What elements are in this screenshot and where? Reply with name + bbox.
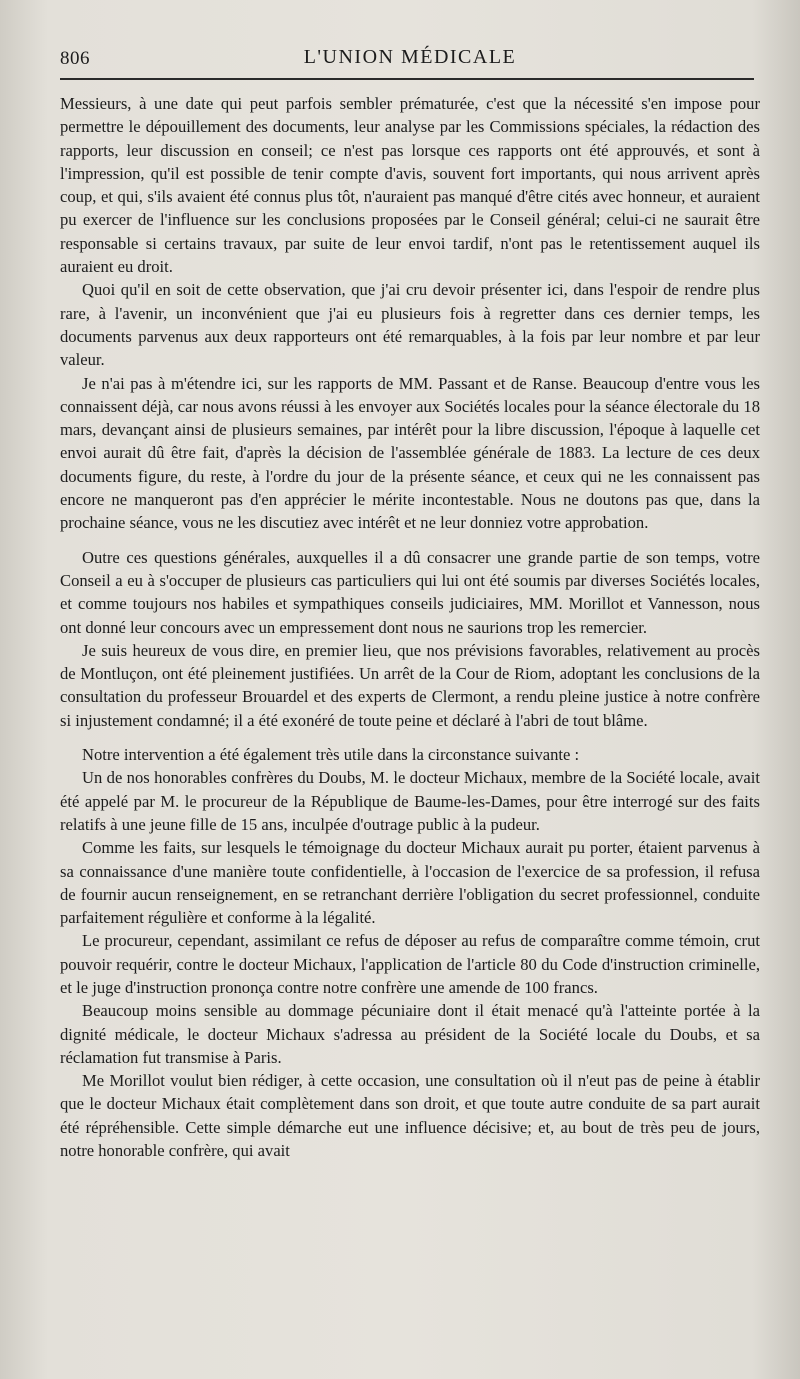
paragraph-2: Quoi qu'il en soit de cette observation, que j'ai cru devoir présenter ici, dans l'espoir de rendre plus rare, à l'avenir, un inconvénient que j'ai eu plusieurs fois à regretter dans ces dernier temps, les documents parvenus aux deux rapporteurs ont été remarquables, à la fois par leur nombre et par leur valeur.: [60, 280, 760, 370]
paragraph-7: Un de nos honorables confrères du Doubs, M. le docteur Michaux, membre de la Société locale, avait été appelé par M. le procureur de la République de Baume-les-Dames, pour être interrogé sur des faits relatifs à une jeune fille de 15 ans, inculpée d'outrage public à la pudeur.: [60, 768, 760, 834]
paragraph-1: Messieurs, à une date qui peut parfois sembler prématurée, c'est que la nécessité s'en impose pour permettre le dépouillement des documents, leur analyse par les Commissions spéciales, la rédaction des rapports, leur discussion en conseil; ce n'est pas lorsque ces rapports ont été approuvés, et sont à l'impression, qu'il est possible de tenir compte d'avis, souvent fort importants, qui nous arrivent après coup, et qui, s'ils avaient été connus plus tôt, n'auraient pas manqué d'être cités avec honneur, et auraient pu exercer de l'influence sur les conclusions proposées par le Conseil général; celui-ci ne saurait être responsable si certains travaux, par suite de leur envoi tardif, n'ont pas le retentissement auquel ils auraient eu droit.: [60, 94, 760, 277]
paragraph-8: Comme les faits, sur lesquels le témoignage du docteur Michaux aurait pu porter, étaient parvenus à sa connaissance d'une manière toute confidentielle, à l'occasion de l'exercice de sa profession, il refusa de fournir aucun renseignement, en se retranchant derrière l'obligation du secret professionnel, conduite parfaitement régulière et conforme à la légalité.: [60, 838, 760, 928]
header-rule: [60, 78, 754, 80]
body-text: [60, 92, 760, 1162]
paragraph-6: Notre intervention a été également très utile dans la circonstance suivante :: [82, 745, 580, 765]
paragraph-10: Beaucoup moins sensible au dommage pécuniaire dont il était menacé qu'à l'atteinte portée à la dignité médicale, le docteur Michaux s'adressa au président de la Société locale du Doubs, et sa réclamation fut transmise à Paris.: [60, 1001, 760, 1067]
paragraph-11: Me Morillot voulut bien rédiger, à cette occasion, une consultation où il n'eut pas de peine à établir que le docteur Michaux était complètement dans son droit, et que toute autre conduite de sa part aurait été répréhensible. Cette simple démarche eut une influence décisive; et, au bout de très peu de jours, notre honorable confrère, qui avait: [60, 1071, 760, 1161]
paragraph-9: Le procureur, cependant, assimilant ce refus de déposer au refus de comparaître comme témoin, crut pouvoir requérir, contre le docteur Michaux, l'application de l'article 80 du Code d'instruction criminelle, et le juge d'instruction prononça contre notre confrère une amende de 100 francs.: [60, 931, 760, 997]
paragraph-4: Outre ces questions générales, auxquelles il a dû consacrer une grande partie de son temps, votre Conseil a eu à s'occuper de plusieurs cas particuliers qui lui ont été soumis par diverses Sociétés locales, et comme toujours nos habiles et sympathiques conseils judiciaires, MM. Morillot et Vannesson, nous ont donné leur concours avec un empressement dont nous ne saurions trop les remercier.: [60, 547, 760, 637]
paragraph-5: Je suis heureux de vous dire, en premier lieu, que nos prévisions favorables, relativement au procès de Montluçon, ont été pleinement justifiées. Un arrêt de la Cour de Riom, adoptant les conclusions de la consultation du professeur Brouardel et des experts de Clermont, a rendu pleine justice à notre confrère si injustement condamné; il a été exonéré de toute peine et déclaré à l'abri de tout blâme.: [60, 640, 760, 730]
page-number: 806: [60, 48, 90, 69]
paragraph-3: Je n'ai pas à m'étendre ici, sur les rapports de MM. Passant et de Ranse. Beaucoup d'entre vous les connaissent déjà, car nous avons réussi à les envoyer aux Sociétés locales pour la séance électorale du 18 mars, devançant ainsi de plusieurs semaines, par intérêt pour la libre discussion, l'époque à laquelle cet envoi aurait dû être fait, d'après la décision de l'assemblée générale de 1883. La lecture de ces deux documents figure, du reste, à l'ordre du jour de la présente séance, et ceux qui ne les connaissent pas encore ne manqueront pas d'en apprécier le mérite incontestable. Nous ne doutons pas que, dans la prochaine séance, vous ne les discutiez avec intérêt et ne leur donniez votre approbation.: [60, 373, 760, 533]
running-title: L'UNION MÉDICALE: [303, 46, 517, 68]
page-header: [60, 38, 760, 78]
